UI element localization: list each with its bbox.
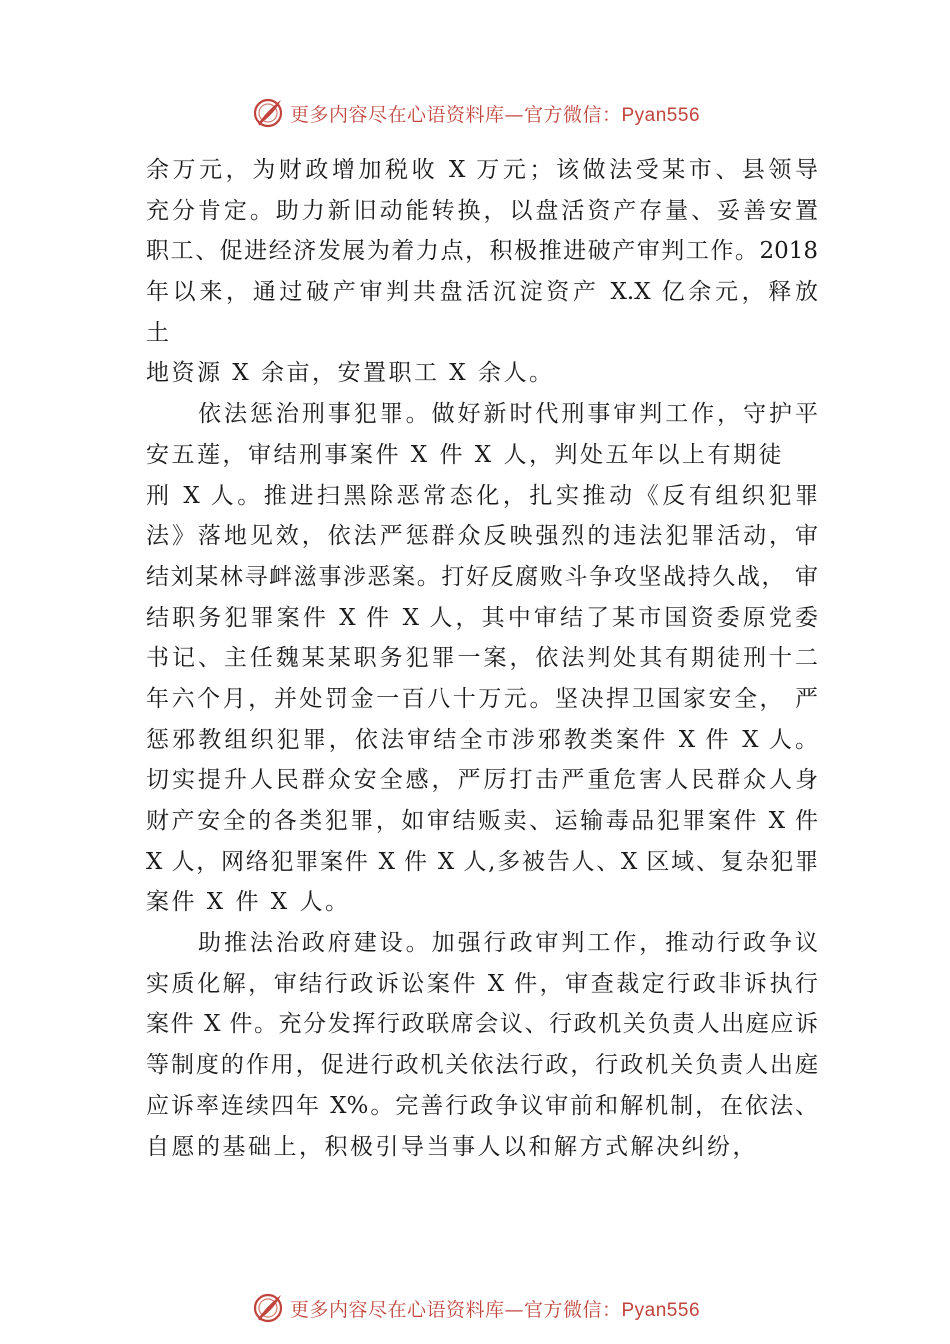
- text-line: 惩邪教组织犯罪，依法审结全市涉邪教类案件 X 件 X 人。: [146, 726, 818, 753]
- text-line: 书记、主任魏某某职务犯罪一案，依法判处其有期徒刑十二: [146, 645, 818, 672]
- text-line: 自愿的基础上，积极引导当事人以和解方式解决纠纷，: [146, 1133, 758, 1160]
- text-line: 案件 X 件 X 人。: [146, 889, 351, 916]
- text-line: 实质化解，审结行政诉讼案件 X 件，审查裁定行政非诉执行: [146, 970, 818, 997]
- text-line: 职工、促进经济发展为着力点，积极推进破产审判工作。2018: [146, 238, 818, 265]
- text-line: 年以来，通过破产审判共盘活沉淀资产 X.X 亿余元，释放: [146, 279, 818, 306]
- text-line: 刑 X 人。推进扫黑除恶常态化，扎实推动《反有组织犯罪: [146, 482, 818, 509]
- document-body: [146, 150, 818, 1167]
- text-line: 等制度的作用，促进行政机关依法行政，行政机关负责人出庭: [146, 1052, 818, 1079]
- footer-banner-text: 更多内容尽在心语资料库—官方微信：Pyan556: [289, 1298, 701, 1321]
- text-line: 法》落地见效，依法严惩群众反映强烈的违法犯罪活动，审: [146, 523, 818, 550]
- text-line: 土: [146, 319, 172, 346]
- feather-pen-logo-icon: [250, 95, 286, 131]
- text-line: X 人，网络犯罪案件 X 件 X 人,多被告人、X 区域、复杂犯罪: [146, 848, 818, 875]
- header-banner-text: 更多内容尽在心语资料库—官方微信：Pyan556: [289, 103, 701, 126]
- wechat-id: Pyan556: [621, 104, 701, 126]
- text-line: 财产安全的各类犯罪，如审结贩卖、运输毒品犯罪案件 X 件: [146, 808, 818, 834]
- text-line: 余万元，为财政增加税收 X 万元；该做法受某市、县领导: [146, 157, 818, 183]
- footer-banner: [0, 1288, 950, 1328]
- text-line: 应诉率连续四年 X%。完善行政争议审前和解机制，在依法、: [146, 1092, 818, 1119]
- paragraph-heading-line: 依法惩治刑事犯罪。做好新时代刑事审判工作，守护平: [198, 401, 818, 428]
- paragraph-heading-line: 助推法治政府建设。加强行政审判工作，推动行政争议: [198, 930, 818, 957]
- text-line: 结刘某林寻衅滋事涉恶案。打好反腐败斗争攻坚战持久战， 审: [146, 563, 818, 590]
- text-line: 地资源 X 余亩，安置职工 X 余人。: [146, 360, 555, 387]
- feather-pen-logo-icon: [250, 1290, 286, 1326]
- text-line: 结职务犯罪案件 X 件 X 人，其中审结了某市国资委原党委: [146, 604, 818, 631]
- header-banner: [0, 93, 950, 133]
- wechat-id: Pyan556: [621, 1299, 701, 1321]
- text-line: 充分肯定。助力新旧动能转换，以盘活资产存量、妥善安置: [146, 197, 818, 224]
- text-line: 年六个月，并处罚金一百八十万元。坚决捍卫国家安全， 严: [146, 685, 818, 712]
- text-line: 案件 X 件。充分发挥行政联席会议、行政机关负责人出庭应诉: [146, 1011, 818, 1038]
- text-line: 切实提升人民群众安全感，严厉打击严重危害人民群众人身: [146, 767, 818, 794]
- text-line: 安五莲，审结刑事案件 X 件 X 人，判处五年以上有期徒: [146, 441, 784, 468]
